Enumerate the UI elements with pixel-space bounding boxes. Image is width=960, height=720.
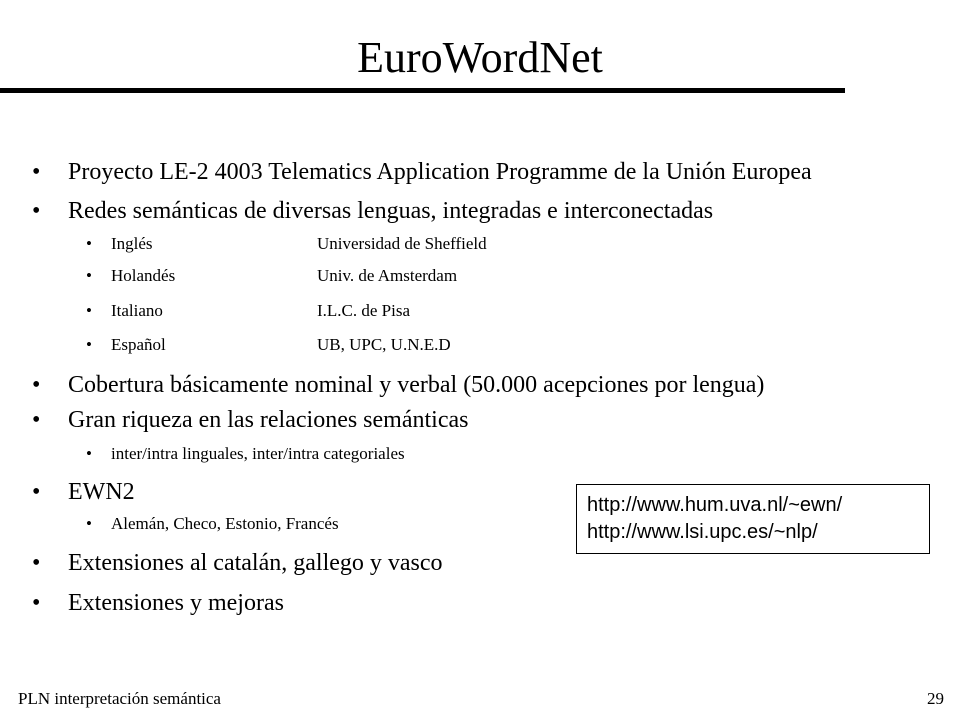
bullet-text: EWN2 — [68, 479, 135, 505]
sub-bullet-text: inter/intra linguales, inter/intra categoriales — [111, 444, 405, 463]
sub-bullet-text: Alemán, Checo, Estonio, Francés — [111, 514, 339, 533]
language-name: Holandés — [111, 266, 176, 285]
sub-bullet-icon: • — [86, 301, 92, 320]
institution-name: Univ. de Amsterdam — [317, 266, 458, 285]
page-number: 29 — [927, 689, 944, 708]
sub-bullet-icon: • — [86, 335, 92, 354]
bullet-icon: • — [32, 479, 41, 505]
bullet-icon: • — [32, 159, 41, 185]
bullet-icon: • — [32, 407, 41, 433]
bullet-text: Gran riqueza en las relaciones semánticas — [68, 407, 469, 433]
institution-name: UB, UPC, U.N.E.D — [317, 335, 451, 354]
url-link-uva[interactable]: http://www.hum.uva.nl/~ewn/ — [587, 494, 843, 516]
url-link-upc[interactable]: http://www.lsi.upc.es/~nlp/ — [587, 521, 818, 543]
bullet-text: Extensiones y mejoras — [68, 590, 284, 616]
bullet-icon: • — [32, 198, 41, 224]
sub-bullet-icon: • — [86, 266, 92, 285]
bullet-text: Redes semánticas de diversas lenguas, integradas e interconectadas — [68, 198, 714, 224]
bullet-text: Cobertura básicamente nominal y verbal (50.000 acepciones por lengua) — [68, 372, 765, 398]
bullet-text: Extensiones al catalán, gallego y vasco — [68, 550, 443, 576]
language-name: Español — [111, 335, 166, 354]
bullet-icon: • — [32, 372, 41, 398]
institution-name: Universidad de Sheffield — [317, 234, 487, 253]
bullet-icon: • — [32, 590, 41, 616]
sub-bullet-icon: • — [86, 444, 92, 463]
language-name: Inglés — [111, 234, 153, 253]
footer-course-title: PLN interpretación semántica — [18, 689, 221, 708]
url-box — [576, 484, 930, 554]
language-name: Italiano — [111, 301, 163, 320]
sub-bullet-icon: • — [86, 234, 92, 253]
sub-bullet-icon: • — [86, 514, 92, 533]
bullet-text: Proyecto LE-2 4003 Telematics Application Programme de la Unión Europea — [68, 159, 812, 185]
bullet-icon: • — [32, 550, 41, 576]
slide-title: EuroWordNet — [357, 33, 603, 82]
institution-name: I.L.C. de Pisa — [317, 301, 411, 320]
